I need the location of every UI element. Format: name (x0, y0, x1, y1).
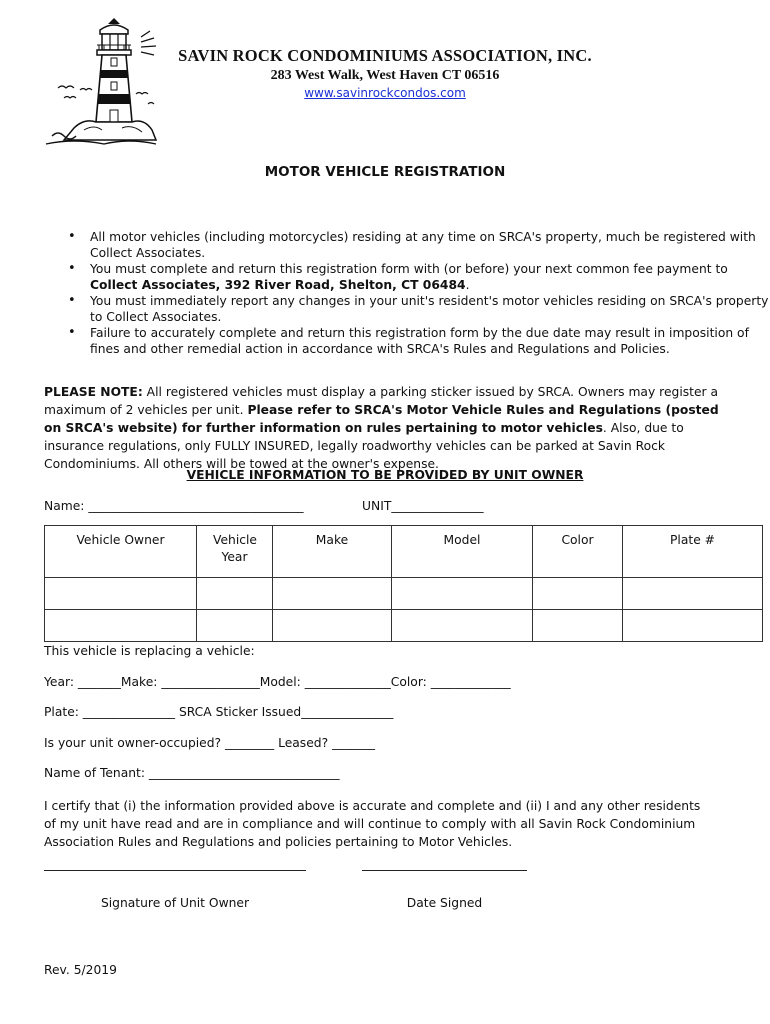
unit-field[interactable]: UNIT_______________ (362, 499, 484, 513)
make-cell[interactable] (273, 578, 392, 610)
model-cell[interactable] (392, 578, 533, 610)
owner-signature-line[interactable] (44, 870, 306, 871)
organization-website[interactable] (170, 86, 600, 100)
table-header-row (45, 526, 763, 578)
column-header-plate: Plate # (623, 526, 763, 578)
instructions-list (44, 229, 770, 357)
certification-statement: I certify that (i) the information provided above is accurate and complete and (ii) I and any other residents of my unit have read and are in compliance and will continue to comply with all Savin Rock Condominium Association Rules and Regulations and policies pertaining to Motor Vehicles. (44, 799, 701, 849)
year-cell[interactable] (197, 578, 273, 610)
instruction-item: • Failure to accurately complete and return this registration form by the due date may result in imposition of fines and other remedial action in accordance with SRCA's Rules and Regulations and Policies. (90, 325, 770, 357)
tenant-name-field[interactable]: Name of Tenant: _______________________________ (44, 766, 340, 780)
color-cell[interactable] (533, 578, 623, 610)
column-header-color: Color (533, 526, 623, 578)
please-note-paragraph: PLEASE NOTE: All registered vehicles must display a parking sticker issued by SRCA. Owners may register a maximum of 2 vehicles per unit. Please refer to SRCA's Motor Vehicle Rules and Regulations (posted on SRCA's website) for further information on rules pertaining to motor vehicles. Also, due to insurance regulations, only FULLY INSURED, legally roadworthy vehicles can be parked at Savin Rock Condominiums. All others will be towed at the owner's expense. (44, 385, 719, 471)
date-signed-line[interactable] (362, 870, 527, 871)
name-field[interactable]: Name: ___________________________________ (44, 499, 304, 513)
vehicle-table (44, 525, 763, 642)
section-heading: VEHICLE INFORMATION TO BE PROVIDED BY UNIT OWNER (186, 468, 584, 482)
plate-cell[interactable] (623, 610, 763, 642)
instruction-item: • All motor vehicles (including motorcycles) residing at any time on SRCA's property, much be registered with Collect Associates. (90, 229, 770, 261)
table-row[interactable] (45, 578, 763, 610)
website-link[interactable]: www.savinrockcondos.com (304, 86, 466, 100)
owner-cell[interactable] (45, 610, 197, 642)
year-cell[interactable] (197, 610, 273, 642)
note-label: PLEASE NOTE: (44, 385, 143, 399)
revision-date: Rev. 5/2019 (44, 963, 117, 977)
replacing-vehicle-label: This vehicle is replacing a vehicle: (44, 644, 255, 658)
column-header-vehicle-year: Vehicle Year (197, 526, 273, 578)
model-cell[interactable] (392, 610, 533, 642)
lighthouse-logo (44, 18, 159, 146)
column-header-make: Make (273, 526, 392, 578)
occupancy-fields[interactable]: Is your unit owner-occupied? ________ Leased? _______ (44, 736, 376, 750)
make-cell[interactable] (273, 610, 392, 642)
replaced-vehicle-fields[interactable]: Year: _______Make: ________________Model: ______________Color: _____________ (44, 675, 511, 689)
plate-sticker-fields[interactable]: Plate: _______________ SRCA Sticker Issued_______________ (44, 705, 394, 719)
instruction-item: • You must immediately report any changes in your unit's resident's motor vehicles residing on SRCA's property to Collect Associates. (90, 293, 770, 325)
plate-cell[interactable] (623, 578, 763, 610)
organization-name: SAVIN ROCK CONDOMINIUMS ASSOCIATION, INC. (178, 46, 592, 65)
owner-cell[interactable] (45, 578, 197, 610)
table-row[interactable] (45, 610, 763, 642)
instruction-item: • You must complete and return this registration form with (or before) your next common fee payment to Collect Associates, 392 River Road, Shelton, CT 06484. (90, 261, 770, 293)
note-bold-text: Please refer to SRCA's Motor Vehicle Rules and Regulations (posted on SRCA's website) for further information on rules pertaining to motor vehicles (44, 403, 719, 435)
document-title: MOTOR VEHICLE REGISTRATION (264, 164, 506, 180)
column-header-vehicle-owner: Vehicle Owner (45, 526, 197, 578)
date-signed-label: Date Signed (406, 896, 483, 910)
owner-signature-label: Signature of Unit Owner (100, 896, 250, 910)
column-header-model: Model (392, 526, 533, 578)
organization-address: 283 West Walk, West Haven CT 06516 (270, 68, 500, 83)
color-cell[interactable] (533, 610, 623, 642)
